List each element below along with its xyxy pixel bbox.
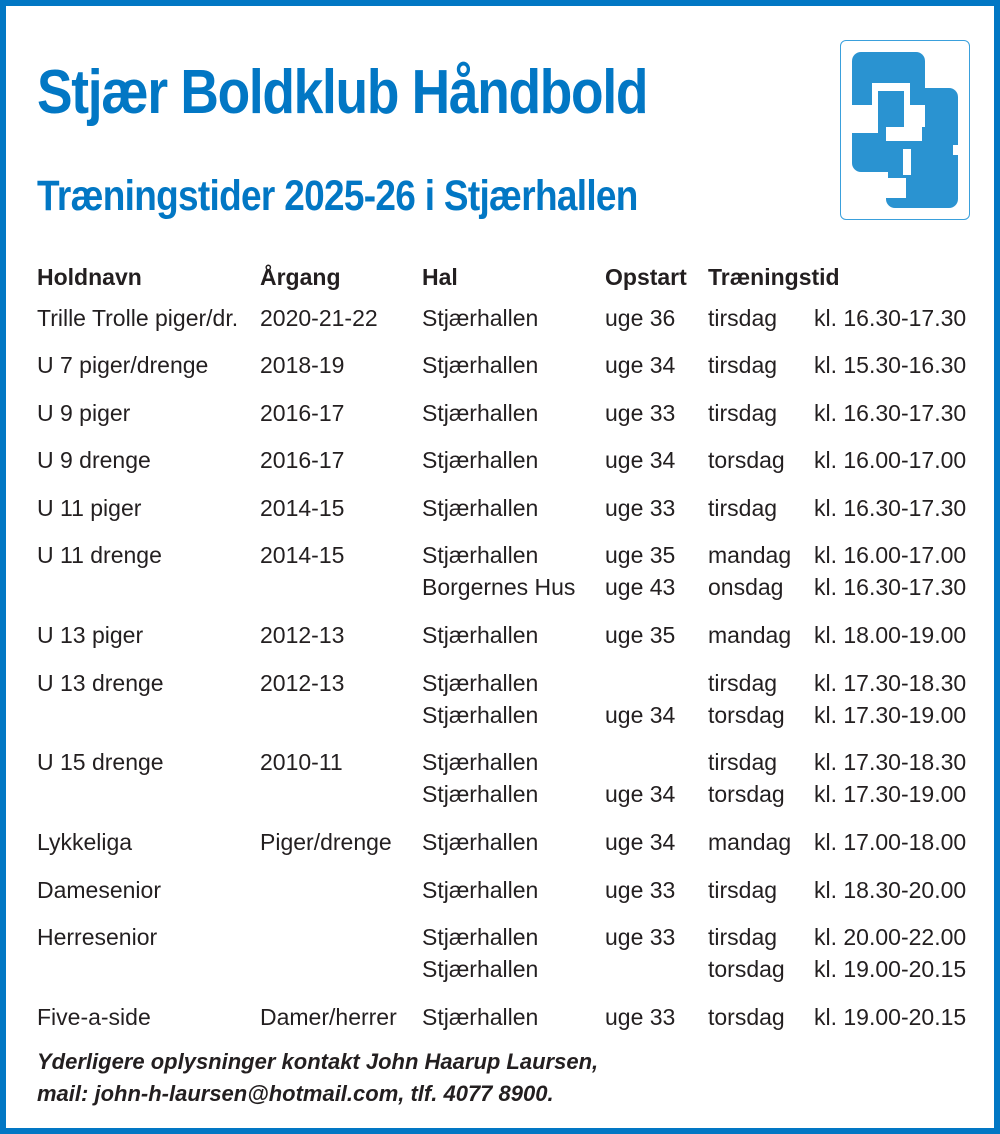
time-range: kl. 16.30-17.30 xyxy=(814,400,967,426)
time-range: kl. 17.30-19.00 xyxy=(814,781,967,807)
team-name: U 13 drenge xyxy=(37,670,164,696)
team-name: U 13 piger xyxy=(37,622,144,648)
birth-year: 2014-15 xyxy=(260,542,345,568)
hall: Stjærhallen xyxy=(422,352,539,378)
weekday: tirsdag xyxy=(708,305,778,331)
hall: Stjærhallen xyxy=(422,956,539,982)
weekday: tirsdag xyxy=(708,749,778,775)
start-week: uge 34 xyxy=(605,447,676,473)
weekday: torsdag xyxy=(708,702,785,728)
start-week: uge 34 xyxy=(605,702,676,728)
column-header-holdnavn: Holdnavn xyxy=(37,264,142,290)
time-range: kl. 16.00-17.00 xyxy=(814,542,967,568)
start-week: uge 35 xyxy=(605,622,676,648)
time-range: kl. 16.00-17.00 xyxy=(814,447,967,473)
hall: Stjærhallen xyxy=(422,829,539,855)
column-header-opstart: Opstart xyxy=(605,264,687,290)
contact-line-2: mail: john-h-laursen@hotmail.com, tlf. 4077 8900. xyxy=(37,1081,554,1106)
team-name: Lykkeliga xyxy=(37,829,133,855)
start-week: uge 33 xyxy=(605,877,676,903)
team-name: Trille Trolle piger/dr. xyxy=(37,305,239,331)
weekday: torsdag xyxy=(708,1004,785,1030)
page-title: Stjær Boldklub Håndbold xyxy=(37,58,648,127)
birth-year: 2012-13 xyxy=(260,670,345,696)
time-range: kl. 17.30-18.30 xyxy=(814,670,967,696)
time-range: kl. 15.30-16.30 xyxy=(814,352,967,378)
time-range: kl. 17.30-18.30 xyxy=(814,749,967,775)
hall: Stjærhallen xyxy=(422,400,539,426)
weekday: mandag xyxy=(708,829,792,855)
weekday: tirsdag xyxy=(708,670,778,696)
column-header-argang: Årgang xyxy=(260,264,341,290)
team-name: U 9 piger xyxy=(37,400,131,426)
time-range: kl. 16.30-17.30 xyxy=(814,305,967,331)
weekday: tirsdag xyxy=(708,877,778,903)
hall: Stjærhallen xyxy=(422,781,539,807)
weekday: tirsdag xyxy=(708,924,778,950)
team-name: U 11 drenge xyxy=(37,542,162,568)
hall: Stjærhallen xyxy=(422,622,539,648)
training-schedule-table xyxy=(37,260,987,1030)
start-week: uge 34 xyxy=(605,829,676,855)
team-name: Herresenior xyxy=(37,924,158,950)
weekday: torsdag xyxy=(708,447,785,473)
time-range: kl. 16.30-17.30 xyxy=(814,574,967,600)
weekday: tirsdag xyxy=(708,495,778,521)
time-range: kl. 16.30-17.30 xyxy=(814,495,967,521)
birth-year: 2012-13 xyxy=(260,622,345,648)
team-name: U 15 drenge xyxy=(37,749,164,775)
time-range: kl. 19.00-20.15 xyxy=(814,1004,967,1030)
hall: Stjærhallen xyxy=(422,305,539,331)
start-week: uge 35 xyxy=(605,542,676,568)
hall: Stjærhallen xyxy=(422,495,539,521)
table-header-row xyxy=(37,260,987,294)
start-week: uge 34 xyxy=(605,352,676,378)
birth-year: 2018-19 xyxy=(260,352,345,378)
contact-line-1: Yderligere oplysninger kontakt John Haarup Laursen, xyxy=(37,1049,599,1074)
start-week: uge 33 xyxy=(605,1004,676,1030)
time-range: kl. 18.00-19.00 xyxy=(814,622,967,648)
sb-club-logo-icon xyxy=(840,40,970,220)
birth-year: 2010-11 xyxy=(260,749,343,775)
hall: Stjærhallen xyxy=(422,447,539,473)
time-range: kl. 17.30-19.00 xyxy=(814,702,967,728)
birth-year: 2014-15 xyxy=(260,495,345,521)
hall: Stjærhallen xyxy=(422,542,539,568)
team-name: Damesenior xyxy=(37,877,161,903)
team-name: U 9 drenge xyxy=(37,447,151,473)
time-range: kl. 18.30-20.00 xyxy=(814,877,967,903)
birth-year: 2016-17 xyxy=(260,447,345,473)
column-header-hal: Hal xyxy=(422,264,458,290)
hall: Stjærhallen xyxy=(422,1004,539,1030)
weekday: onsdag xyxy=(708,574,784,600)
birth-year: Piger/drenge xyxy=(260,829,392,855)
hall: Stjærhallen xyxy=(422,924,539,950)
column-header-traeningstid: Træningstid xyxy=(708,264,840,290)
weekday: tirsdag xyxy=(708,352,778,378)
team-name: U 11 piger xyxy=(37,495,142,521)
time-range: kl. 19.00-20.15 xyxy=(814,956,967,982)
birth-year: Damer/herrer xyxy=(260,1004,397,1030)
weekday: mandag xyxy=(708,622,792,648)
weekday: mandag xyxy=(708,542,792,568)
weekday: tirsdag xyxy=(708,400,778,426)
start-week: uge 34 xyxy=(605,781,676,807)
page-subtitle: Træningstider 2025-26 i Stjærhallen xyxy=(37,172,638,220)
hall: Stjærhallen xyxy=(422,749,539,775)
team-name: U 7 piger/drenge xyxy=(37,352,209,378)
hall: Stjærhallen xyxy=(422,702,539,728)
weekday: torsdag xyxy=(708,781,785,807)
time-range: kl. 20.00-22.00 xyxy=(814,924,967,950)
start-week: uge 36 xyxy=(605,305,676,331)
hall: Stjærhallen xyxy=(422,670,539,696)
birth-year: 2016-17 xyxy=(260,400,345,426)
birth-year: 2020-21-22 xyxy=(260,305,378,331)
team-name: Five-a-side xyxy=(37,1004,151,1030)
start-week: uge 33 xyxy=(605,495,676,521)
weekday: torsdag xyxy=(708,956,785,982)
start-week: uge 33 xyxy=(605,400,676,426)
start-week: uge 33 xyxy=(605,924,676,950)
hall: Stjærhallen xyxy=(422,877,539,903)
hall: Borgernes Hus xyxy=(422,574,576,600)
contact-info xyxy=(37,1046,598,1110)
time-range: kl. 17.00-18.00 xyxy=(814,829,967,855)
start-week: uge 43 xyxy=(605,574,676,600)
